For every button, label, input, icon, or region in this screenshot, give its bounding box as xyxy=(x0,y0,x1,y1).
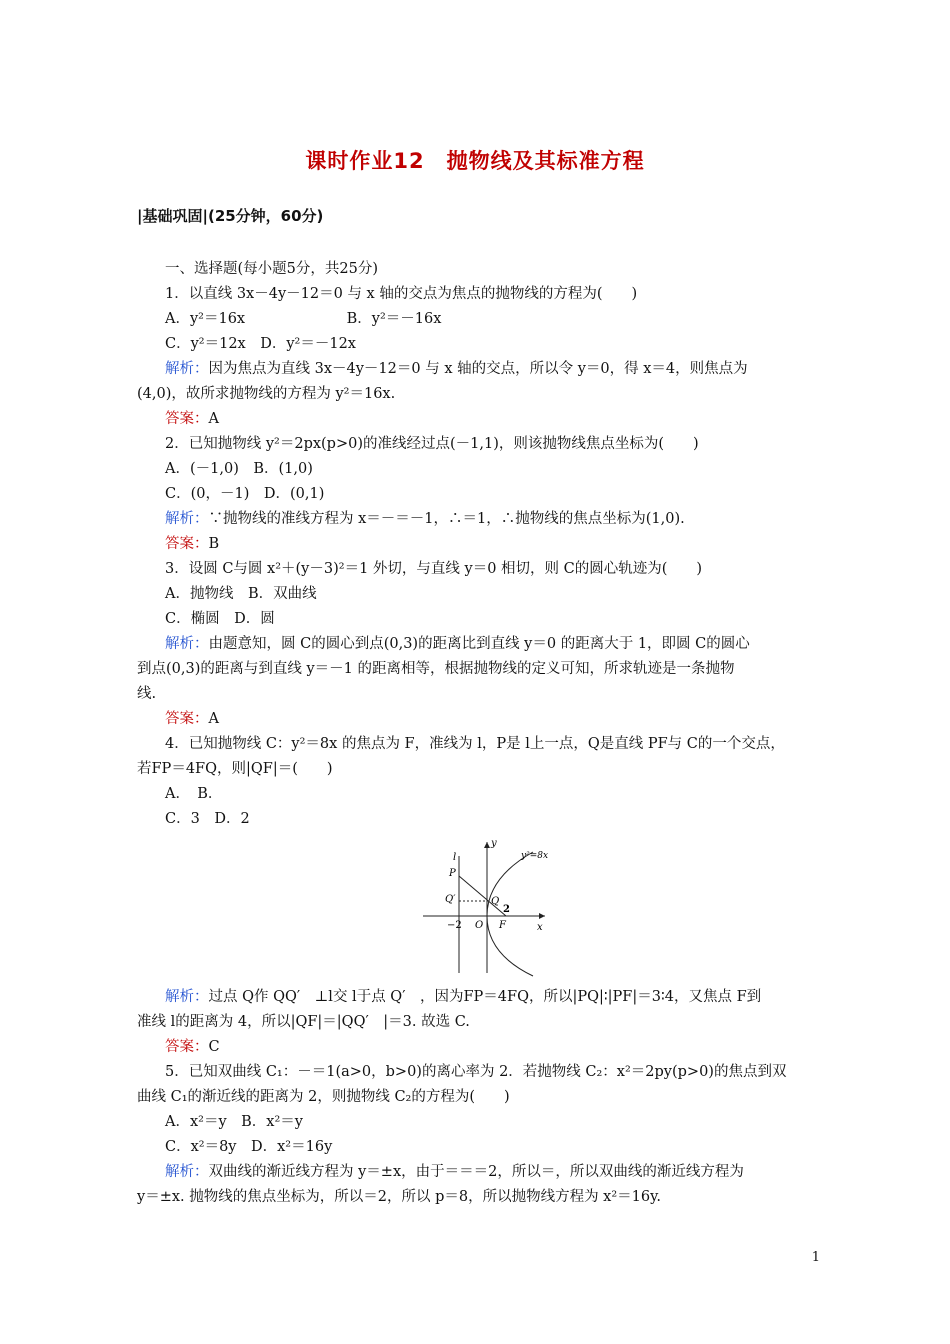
point-q-prime-label: Q′ xyxy=(445,894,456,905)
text-line xyxy=(165,987,761,1007)
line-text: 由题意知，圆 C的圆心到点(0,3)的距离比到直线 y＝0 的距离大于 1，即圆 C的圆心 xyxy=(208,636,750,652)
line-text: y＝±x. 抛物线的焦点坐标为，所以＝2，所以 p＝8，所以抛物线方程为 x²＝16y. xyxy=(137,1189,662,1205)
text-line xyxy=(165,1062,786,1082)
line-text: C xyxy=(208,1039,220,1055)
line-text: 4．已知抛物线 C：y²＝8x 的焦点为 F，准线为 l，P是 l上一点，Q是直线 PF与 C的一个交点， xyxy=(165,736,785,752)
text-line xyxy=(137,384,395,404)
solution-label: 解析： xyxy=(165,361,209,377)
line-text: 因为焦点为直线 3x－4y－12＝0 与 x 轴的交点，所以令 y＝0，得 x＝4，则焦点为 xyxy=(208,361,748,377)
text-line xyxy=(165,459,313,479)
text-line xyxy=(165,559,702,579)
text-line xyxy=(165,359,748,379)
text-line xyxy=(165,584,317,604)
directrix-label: l xyxy=(453,852,457,863)
line-text: (4,0)，故所求抛物线的方程为 y²＝16x. xyxy=(137,386,396,402)
line-text: 准线 l的距离为 4，所以|QF|＝|QQ′ |＝3. 故选 C. xyxy=(137,1014,470,1030)
line-text: C．x²＝8y D．x²＝16y xyxy=(165,1139,333,1155)
line-text: C．3 D．2 xyxy=(165,811,250,827)
line-text: B xyxy=(208,536,220,552)
text-line xyxy=(165,634,750,654)
page-number: 1 xyxy=(811,1250,820,1265)
x-axis-label: x xyxy=(537,922,543,933)
line-text: 一、选择题(每小题5分，共25分) xyxy=(165,261,378,277)
line-text: 过点 Q作 QQ′ ⊥l交 l于点 Q′ ，因为FP＝4FQ，所以|PQ|∶|PF|＝3∶4，又焦点 F到 xyxy=(208,989,762,1005)
line-text: 线. xyxy=(137,686,157,702)
solution-label: 解析： xyxy=(165,636,209,652)
line-text: 3．设圆 C与圆 x²＋(y－3)²＝1 外切，与直线 y＝0 相切，则 C的圆心轨迹为( ) xyxy=(165,561,703,577)
line-text: 2．已知抛物线 y²＝2px(p>0)的准线经过点(－1,1)，则该抛物线焦点坐标为( ) xyxy=(165,436,699,452)
curve-label: y²=8x xyxy=(521,851,549,861)
text-line xyxy=(165,609,275,629)
text-line xyxy=(165,1112,303,1132)
answer-label: 答案： xyxy=(165,711,209,727)
solution-label: 解析： xyxy=(165,989,209,1005)
text-line xyxy=(165,309,441,329)
text-line xyxy=(137,1087,510,1107)
point-q-label: Q xyxy=(491,896,500,907)
text-line xyxy=(165,709,219,729)
text-line xyxy=(165,1162,744,1182)
line-text: A．(－1,0) B．(1,0) xyxy=(165,461,313,477)
line-text: C．椭圆 D．圆 xyxy=(165,611,275,627)
line-text: 曲线 C₁的渐近线的距离为 2，则抛物线 C₂的方程为( ) xyxy=(137,1089,510,1105)
text-line xyxy=(165,784,222,804)
line-text: A．抛物线 B．双曲线 xyxy=(165,586,317,602)
page-title: 课时作业12 抛物线及其标准方程 xyxy=(305,149,645,173)
label-neg-two: −2 xyxy=(447,920,462,931)
line-text: 双曲线的渐近线方程为 y＝±x，由于＝＝＝2，所以＝，所以双曲线的渐近线方程为 xyxy=(208,1164,744,1180)
solution-label: 解析： xyxy=(165,511,209,527)
text-line xyxy=(137,1012,470,1032)
text-line xyxy=(137,684,156,704)
text-line xyxy=(137,1187,661,1207)
line-text: C．(0，－1) D．(0,1) xyxy=(165,486,325,502)
text-line xyxy=(137,659,735,679)
answer-label: 答案： xyxy=(165,411,209,427)
line-text: 5．已知双曲线 C₁：－＝1(a>0，b>0)的离心率为 2．若抛物线 C₂：x²＝2py(p>0)的焦点到双 xyxy=(165,1064,787,1080)
text-line xyxy=(165,534,219,554)
answer-label: 答案： xyxy=(165,536,209,552)
text-line xyxy=(165,1037,220,1057)
section-heading: |基础巩固|(25分钟，60分) xyxy=(137,207,324,225)
label-two: 2 xyxy=(503,904,510,915)
solution-label: 解析： xyxy=(165,1164,209,1180)
line-text: 到点(0,3)的距离与到直线 y＝－1 的距离相等，根据抛物线的定义可知，所求轨迹是一条抛物 xyxy=(137,661,735,677)
text-line xyxy=(165,334,356,354)
line-text: 1．以直线 3x－4y－12＝0 与 x 轴的交点为焦点的抛物线的方程为( ) xyxy=(165,286,638,302)
line-text: A．y²＝16x B．y²＝－16x xyxy=(165,311,442,327)
parabola-figure xyxy=(415,838,565,978)
y-axis-label: y xyxy=(491,838,497,849)
text-line xyxy=(165,809,250,829)
text-line xyxy=(165,434,699,454)
point-p-label: P xyxy=(449,868,456,879)
line-text: A xyxy=(208,711,219,727)
text-line xyxy=(165,509,685,529)
line-text: C．y²＝12x D．y²＝－12x xyxy=(165,336,356,352)
text-line xyxy=(165,259,378,279)
text-line xyxy=(165,734,785,754)
line-text: A． B． xyxy=(165,786,223,802)
text-line xyxy=(165,409,219,429)
answer-label: 答案： xyxy=(165,1039,209,1055)
line-text: 若FP＝4FQ，则|QF|＝( ) xyxy=(137,761,333,777)
text-line xyxy=(137,759,333,779)
text-line xyxy=(165,284,637,304)
text-line xyxy=(165,484,324,504)
line-text: A xyxy=(208,411,219,427)
focus-label: F xyxy=(499,920,506,931)
text-line xyxy=(165,1137,332,1157)
origin-label: O xyxy=(475,920,484,931)
line-text: A．x²＝y B．x²＝y xyxy=(165,1114,303,1130)
line-text: ∵抛物线的准线方程为 x＝－＝－1，∴＝1，∴抛物线的焦点坐标为(1,0). xyxy=(208,511,685,527)
